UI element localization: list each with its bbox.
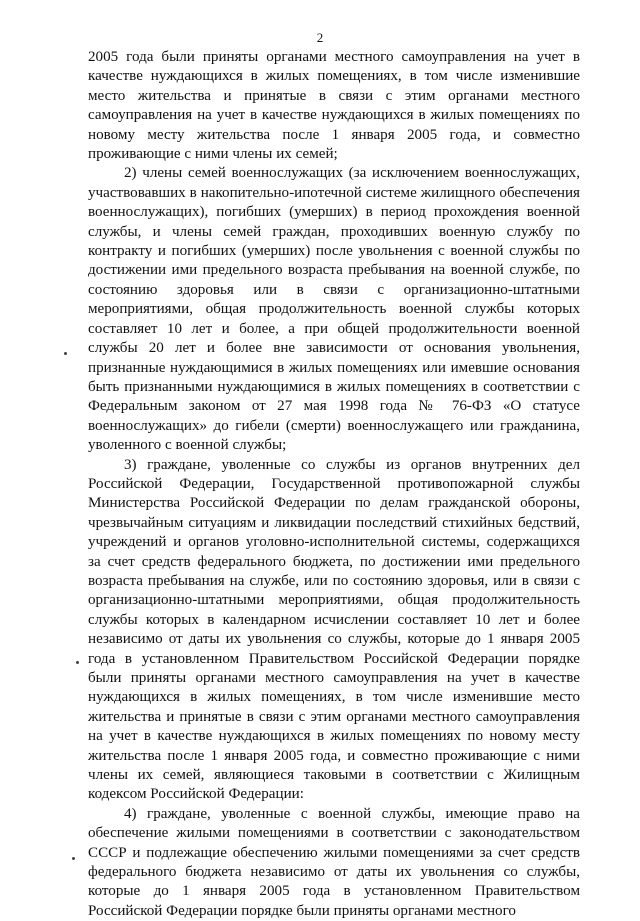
scan-speck-mark: [72, 857, 75, 860]
paragraph-item-2: 2) члены семей военнослужащих (за исключением военнослужащих, участвовавших в накопительно-ипотечной системе жилищного обеспечения военнослужащих), погибших (умерших) в период прохождения военной службы, и члены семей граждан, проходивших военную службу по контракту и погибших (умерших) после увольнения с военной службы по достижении ими предельного возраста пребывания на военной службе, по состоянию здоровья или в связи с организационно-штатными мероприятиями, общая продолжительность военной службы которых составляет 10 лет и более, а при общей продолжительности военной службы 20 лет и более вне зависимости от основания увольнения, признанные нуждающимися в жилых помещениях или имевшие основания быть признанными нуждающимися в жилых помещениях в соответствии с Федеральным законом от 27 мая 1998 года № 76-ФЗ «О статусе военнослужащих» до гибели (смерти) военнослужащего или гражданина, уволенного с военной службы;: [88, 165, 580, 454]
document-body: [88, 48, 580, 921]
paragraph-item-3: 3) граждане, уволенные со службы из органов внутренних дел Российской Федерации, Государственной противопожарной службы Министерства Российской Федерации по делам гражданской обороны, чрезвычайным ситуациям и ликвидации последствий стихийных бедствий, учреждений и органов уголовно-исполнительной системы, содержащихся за счет средств федерального бюджета, по достижении ими предельного возраста пребывания на службе, или по состоянию здоровья, или в связи с организационно-штатными мероприятиями, общая продолжительность службы которых в календарном исчислении составляет 10 лет и более независимо от даты их увольнения со службы, которые до 1 января 2005 года в установленном Правительством Российской Федерации порядке были приняты органами местного самоуправления на учет в качестве нуждающихся в жилых помещениях, в том числе изменившие место жительства и принятые в связи с этим органами местного самоуправления на учет в качестве нуждающихся в жилых помещениях по новому месту жительства после 1 января 2005 года, и совместно проживающие с ними члены их семей, являющиеся таковыми в соответствии с Жилищным кодексом Российской Федерации:: [88, 456, 580, 803]
page-number: 2: [316, 30, 324, 45]
paragraph-continuation: 2005 года были приняты органами местного самоуправления на учет в качестве нуждающихся в жилых помещениях, в том числе изменившие место жительства и принятые в связи с этим органами местного самоуправления на учет в качестве нуждающихся в жилых помещениях по новому месту жительства после 1 января 2005 года, и совместно проживающие с ними члены их семей;: [88, 49, 580, 163]
scan-speck-mark: [64, 352, 67, 355]
scan-speck-mark: [76, 661, 79, 664]
paragraph-item-4: 4) граждане, уволенные с военной службы, имеющие право на обеспечение жилыми помещениями в соответствии с законодательством СССР и подлежащие обеспечению жилыми помещениями за счет средств федерального бюджета независимо от даты их увольнения со службы, которые до 1 января 2005 года в установленном Правительством Российской Федерации порядке были приняты органами местного: [88, 805, 580, 919]
